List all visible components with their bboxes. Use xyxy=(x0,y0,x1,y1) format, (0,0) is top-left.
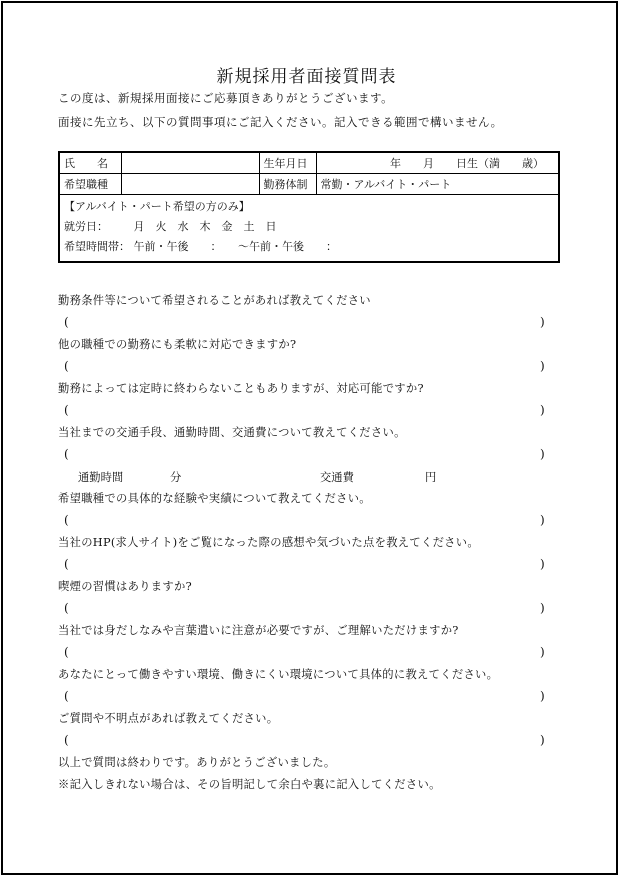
desired-job-field[interactable] xyxy=(121,174,259,195)
question-5: 希望職種での具体的な経験や実績について教えてください。 xyxy=(58,492,371,505)
answer-4-open[interactable]: ( xyxy=(64,447,69,461)
answer-10-close: ) xyxy=(540,733,545,747)
commute-fare-unit: 円 xyxy=(425,471,437,484)
answer-4-close: ) xyxy=(540,447,545,461)
commute-time-unit: 分 xyxy=(170,471,182,484)
answer-7-open[interactable]: ( xyxy=(64,601,69,615)
commute-fare-label: 交通費 xyxy=(320,471,354,484)
applicant-info-table xyxy=(58,151,560,263)
name-label: 氏 名 xyxy=(59,152,121,174)
intro-line-1: この度は、新規採用面接にご応募頂きありがとうございます。 xyxy=(58,91,394,105)
question-1: 勤務条件等について希望されることがあれば教えてください xyxy=(58,294,371,307)
answer-3-open[interactable]: ( xyxy=(64,403,69,417)
name-field[interactable] xyxy=(121,152,259,174)
question-10: ご質問や不明点があれば教えてください。 xyxy=(58,712,279,725)
question-9: あなたにとって働きやすい環境、働きにくい環境について具体的に教えてください。 xyxy=(58,668,499,681)
birth-date-label: 生年月日 xyxy=(259,152,316,174)
answer-5-open[interactable]: ( xyxy=(64,513,69,527)
workdays-label: 就労日： xyxy=(64,220,108,233)
answer-2-open[interactable]: ( xyxy=(64,359,69,373)
answer-6-open[interactable]: ( xyxy=(64,557,69,571)
answer-1-open[interactable]: ( xyxy=(64,315,69,329)
question-8: 当社では身だしなみや言葉遣いに注意が必要ですが、ご理解いただけますか? xyxy=(58,624,459,637)
answer-1-close: ) xyxy=(540,315,545,329)
birth-date-field[interactable]: 年 月 日生（満 歳） xyxy=(316,152,559,174)
answer-9-close: ) xyxy=(540,689,545,703)
question-2: 他の職種での勤務にも柔軟に対応できますか? xyxy=(58,338,297,351)
workdays-options[interactable]: 月 火 水 木 金 土 日 xyxy=(133,220,277,233)
question-3: 勤務によっては定時に終わらないこともありますが、対応可能ですか? xyxy=(58,382,424,395)
answer-8-close: ) xyxy=(540,645,545,659)
hours-label: 希望時間帯： xyxy=(64,240,130,253)
answer-10-open[interactable]: ( xyxy=(64,733,69,747)
closing-note: ※記入しきれない場合は、その旨明記して余白や裏に記入してください。 xyxy=(58,778,441,791)
part-time-header: 【アルバイト・パート希望の方のみ】 xyxy=(64,200,250,213)
document-title: 新規採用者面接質問表 xyxy=(216,67,397,87)
answer-6-close: ) xyxy=(540,557,545,571)
intro-line-2: 面接に先立ち、以下の質問事項にご記入ください。記入できる範囲で構いません。 xyxy=(58,115,503,129)
commute-time-label: 通勤時間 xyxy=(78,471,124,484)
hours-options[interactable]: 午前・午後 ： ～午前・午後 ： xyxy=(133,240,337,253)
answer-7-close: ) xyxy=(540,601,545,615)
answer-3-close: ) xyxy=(540,403,545,417)
question-7: 喫煙の習慣はありますか? xyxy=(58,580,192,593)
work-type-options[interactable]: 常勤・アルバイト・パート xyxy=(316,174,559,195)
work-type-label: 勤務体制 xyxy=(259,174,316,195)
answer-2-close: ) xyxy=(540,359,545,373)
closing-thanks: 以上で質問は終わりです。ありがとうございました。 xyxy=(58,756,336,769)
answer-5-close: ) xyxy=(540,513,545,527)
answer-9-open[interactable]: ( xyxy=(64,689,69,703)
desired-job-label: 希望職種 xyxy=(59,174,121,195)
question-6: 当社のHP(求人サイト)をご覧になった際の感想や気づいた点を教えてください。 xyxy=(58,536,479,549)
answer-8-open[interactable]: ( xyxy=(64,645,69,659)
question-4: 当社までの交通手段、通勤時間、交通費について教えてください。 xyxy=(58,426,406,439)
